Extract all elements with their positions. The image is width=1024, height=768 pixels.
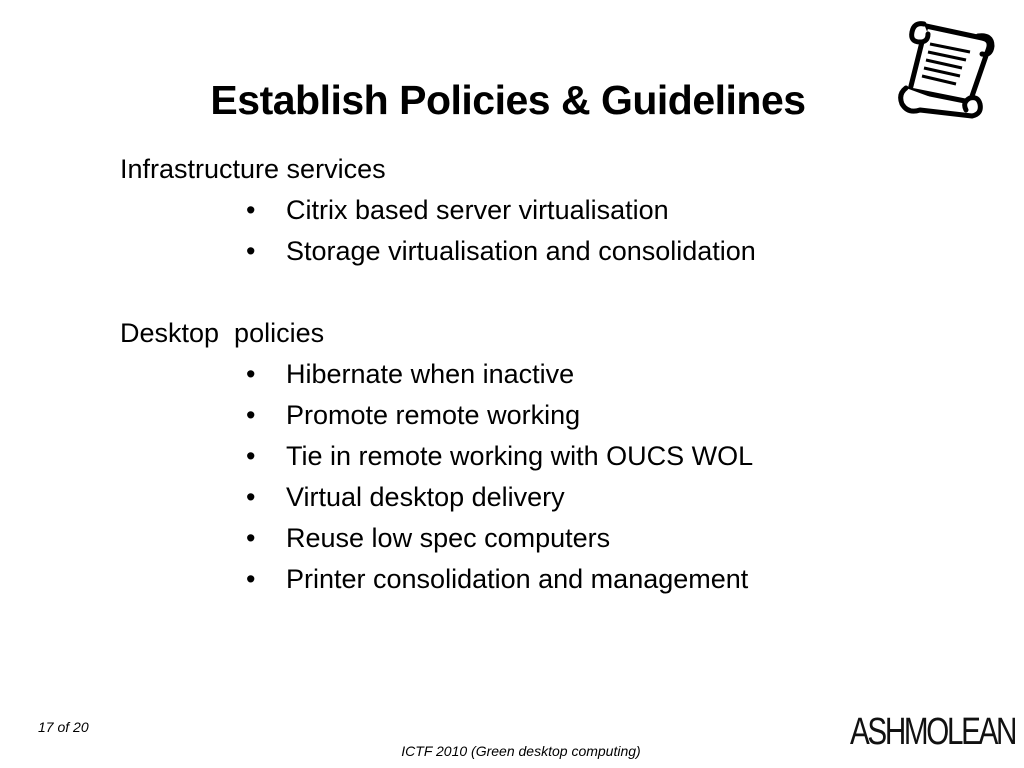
footer-text: ICTF 2010 (Green desktop computing) bbox=[401, 743, 641, 759]
bullet-list-infrastructure bbox=[120, 190, 980, 272]
page-number: 17 of 20 bbox=[38, 719, 89, 735]
bullet-glyph: • bbox=[246, 564, 256, 594]
list-item bbox=[120, 436, 980, 477]
list-item bbox=[120, 231, 980, 272]
list-item-text: Citrix based server virtualisation bbox=[286, 195, 669, 225]
slide-title: Establish Policies & Guidelines bbox=[210, 77, 806, 123]
scroll-icon bbox=[896, 18, 996, 120]
bullet-list-desktop bbox=[120, 354, 980, 600]
bullet-glyph: • bbox=[246, 359, 256, 389]
list-item-text: Tie in remote working with OUCS WOL bbox=[286, 441, 754, 471]
bullet-glyph: • bbox=[246, 400, 256, 430]
list-item-text: Printer consolidation and management bbox=[286, 564, 749, 594]
bullet-glyph: • bbox=[246, 195, 256, 225]
bullet-glyph: • bbox=[246, 441, 256, 471]
list-item bbox=[120, 354, 980, 395]
list-item-text: Storage virtualisation and consolidation bbox=[286, 236, 756, 266]
bullet-glyph: • bbox=[246, 236, 256, 266]
ashmolean-logo: ASHMOLEAN bbox=[850, 711, 1016, 753]
list-item-text: Virtual desktop delivery bbox=[286, 482, 565, 512]
bullet-glyph: • bbox=[246, 523, 256, 553]
list-item-text: Reuse low spec computers bbox=[286, 523, 611, 553]
list-item-text: Promote remote working bbox=[286, 400, 581, 430]
section-heading-desktop: Desktop policies bbox=[120, 318, 325, 348]
list-item bbox=[120, 190, 980, 231]
slide-body bbox=[120, 149, 980, 600]
list-item bbox=[120, 395, 980, 436]
section-heading-infrastructure: Infrastructure services bbox=[120, 154, 386, 184]
list-item-text: Hibernate when inactive bbox=[286, 359, 575, 389]
section-spacer bbox=[120, 272, 980, 313]
list-item bbox=[120, 559, 980, 600]
list-item bbox=[120, 518, 980, 559]
list-item bbox=[120, 477, 980, 518]
bullet-glyph: • bbox=[246, 482, 256, 512]
